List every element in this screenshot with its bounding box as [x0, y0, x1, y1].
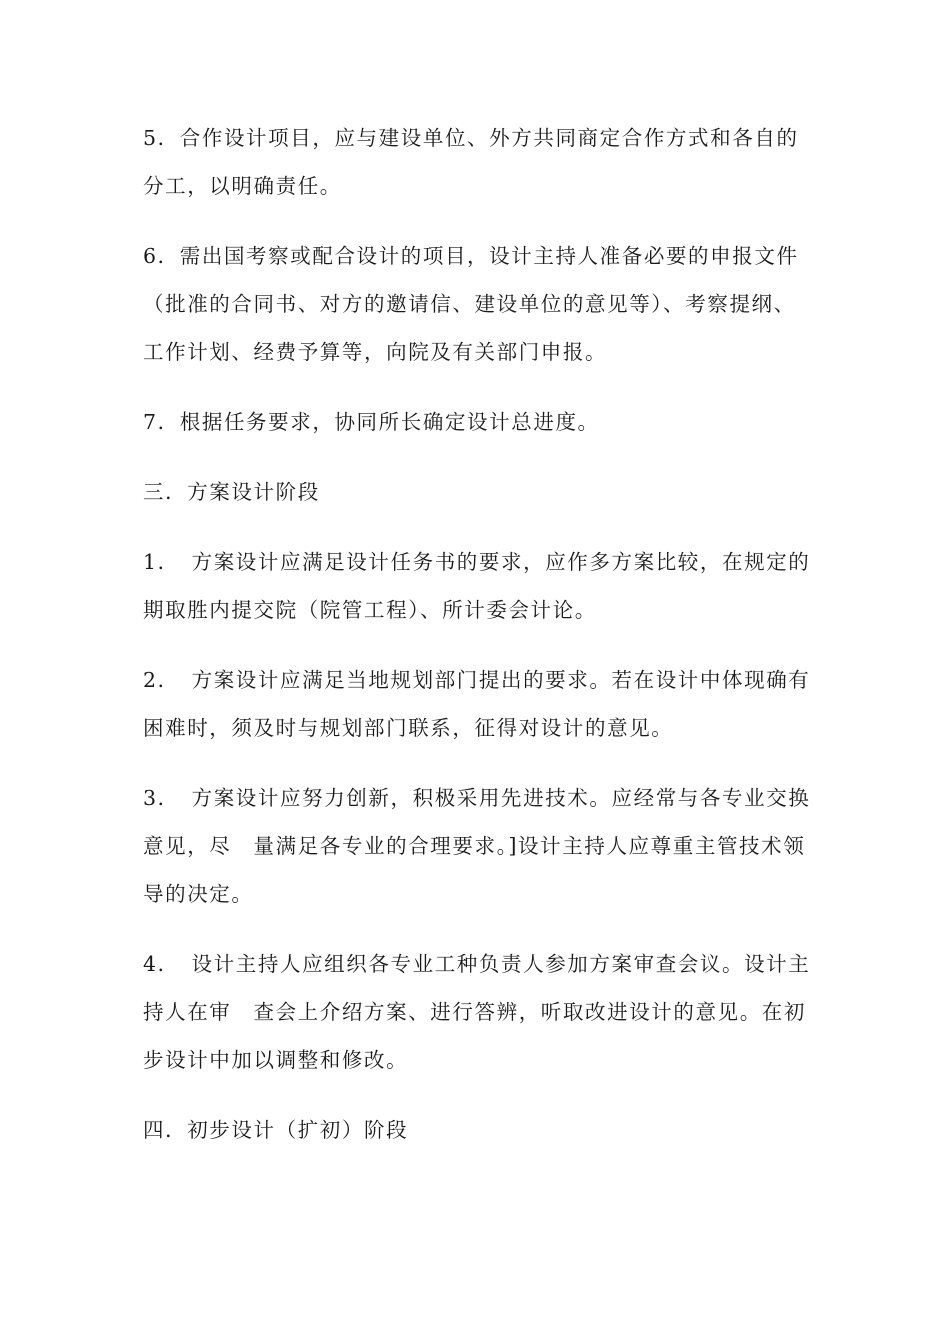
text-line: 步设计中加以调整和修改。 [143, 1048, 409, 1072]
text-line: 4． 设计主持人应组织各专业工种负责人参加方案审查会议。设计主 [143, 952, 811, 976]
heading-text: 三．方案设计阶段 [143, 480, 320, 504]
text-line: 工作计划、经费予算等，向院及有关部门申报。 [143, 340, 608, 364]
section-heading-4 [143, 1106, 813, 1154]
text-line: 2． 方案设计应满足当地规划部门提出的要求。若在设计中体现确有 [143, 668, 811, 692]
paragraph-item-s2 [143, 656, 813, 752]
text-line: 分工，以明确责任。 [143, 174, 342, 198]
text-line: 困难时，须及时与规划部门联系，征得对设计的意见。 [143, 716, 674, 740]
text-line: 期取胜内提交院（院管工程）、所计委会计论。 [143, 598, 597, 622]
text-line: 1． 方案设计应满足设计任务书的要求，应作多方案比较，在规定的 [143, 550, 811, 574]
paragraph-item-s3 [143, 774, 813, 918]
paragraph-item-7 [143, 398, 813, 446]
text-line: （批准的合同书、对方的邀请信、建设单位的意见等）、考察提纲、 [143, 292, 796, 316]
section-heading-3 [143, 468, 813, 516]
text-line: 3． 方案设计应努力创新，积极采用先进技术。应经常与各专业交换 [143, 786, 811, 810]
paragraph-item-s1 [143, 538, 813, 634]
text-line: 5．合作设计项目，应与建设单位、外方共同商定合作方式和各自的 [143, 126, 799, 150]
text-line: 意见，尽 量满足各专业的合理要求。]设计主持人应尊重主管技术领 [143, 834, 806, 858]
paragraph-item-5 [143, 114, 813, 210]
document-body [143, 114, 813, 1176]
heading-text: 四．初步设计（扩初）阶段 [143, 1118, 409, 1142]
text-line: 持人在审 查会上介绍方案、进行答辨，听取改进设计的意见。在初 [143, 1000, 806, 1024]
paragraph-item-s4 [143, 940, 813, 1084]
paragraph-item-6 [143, 232, 813, 376]
text-line: 7．根据任务要求，协同所长确定设计总进度。 [143, 410, 600, 434]
text-line: 6．需出国考察或配合设计的项目，设计主持人准备必要的申报文件 [143, 244, 799, 268]
text-line: 导的决定。 [143, 882, 254, 906]
